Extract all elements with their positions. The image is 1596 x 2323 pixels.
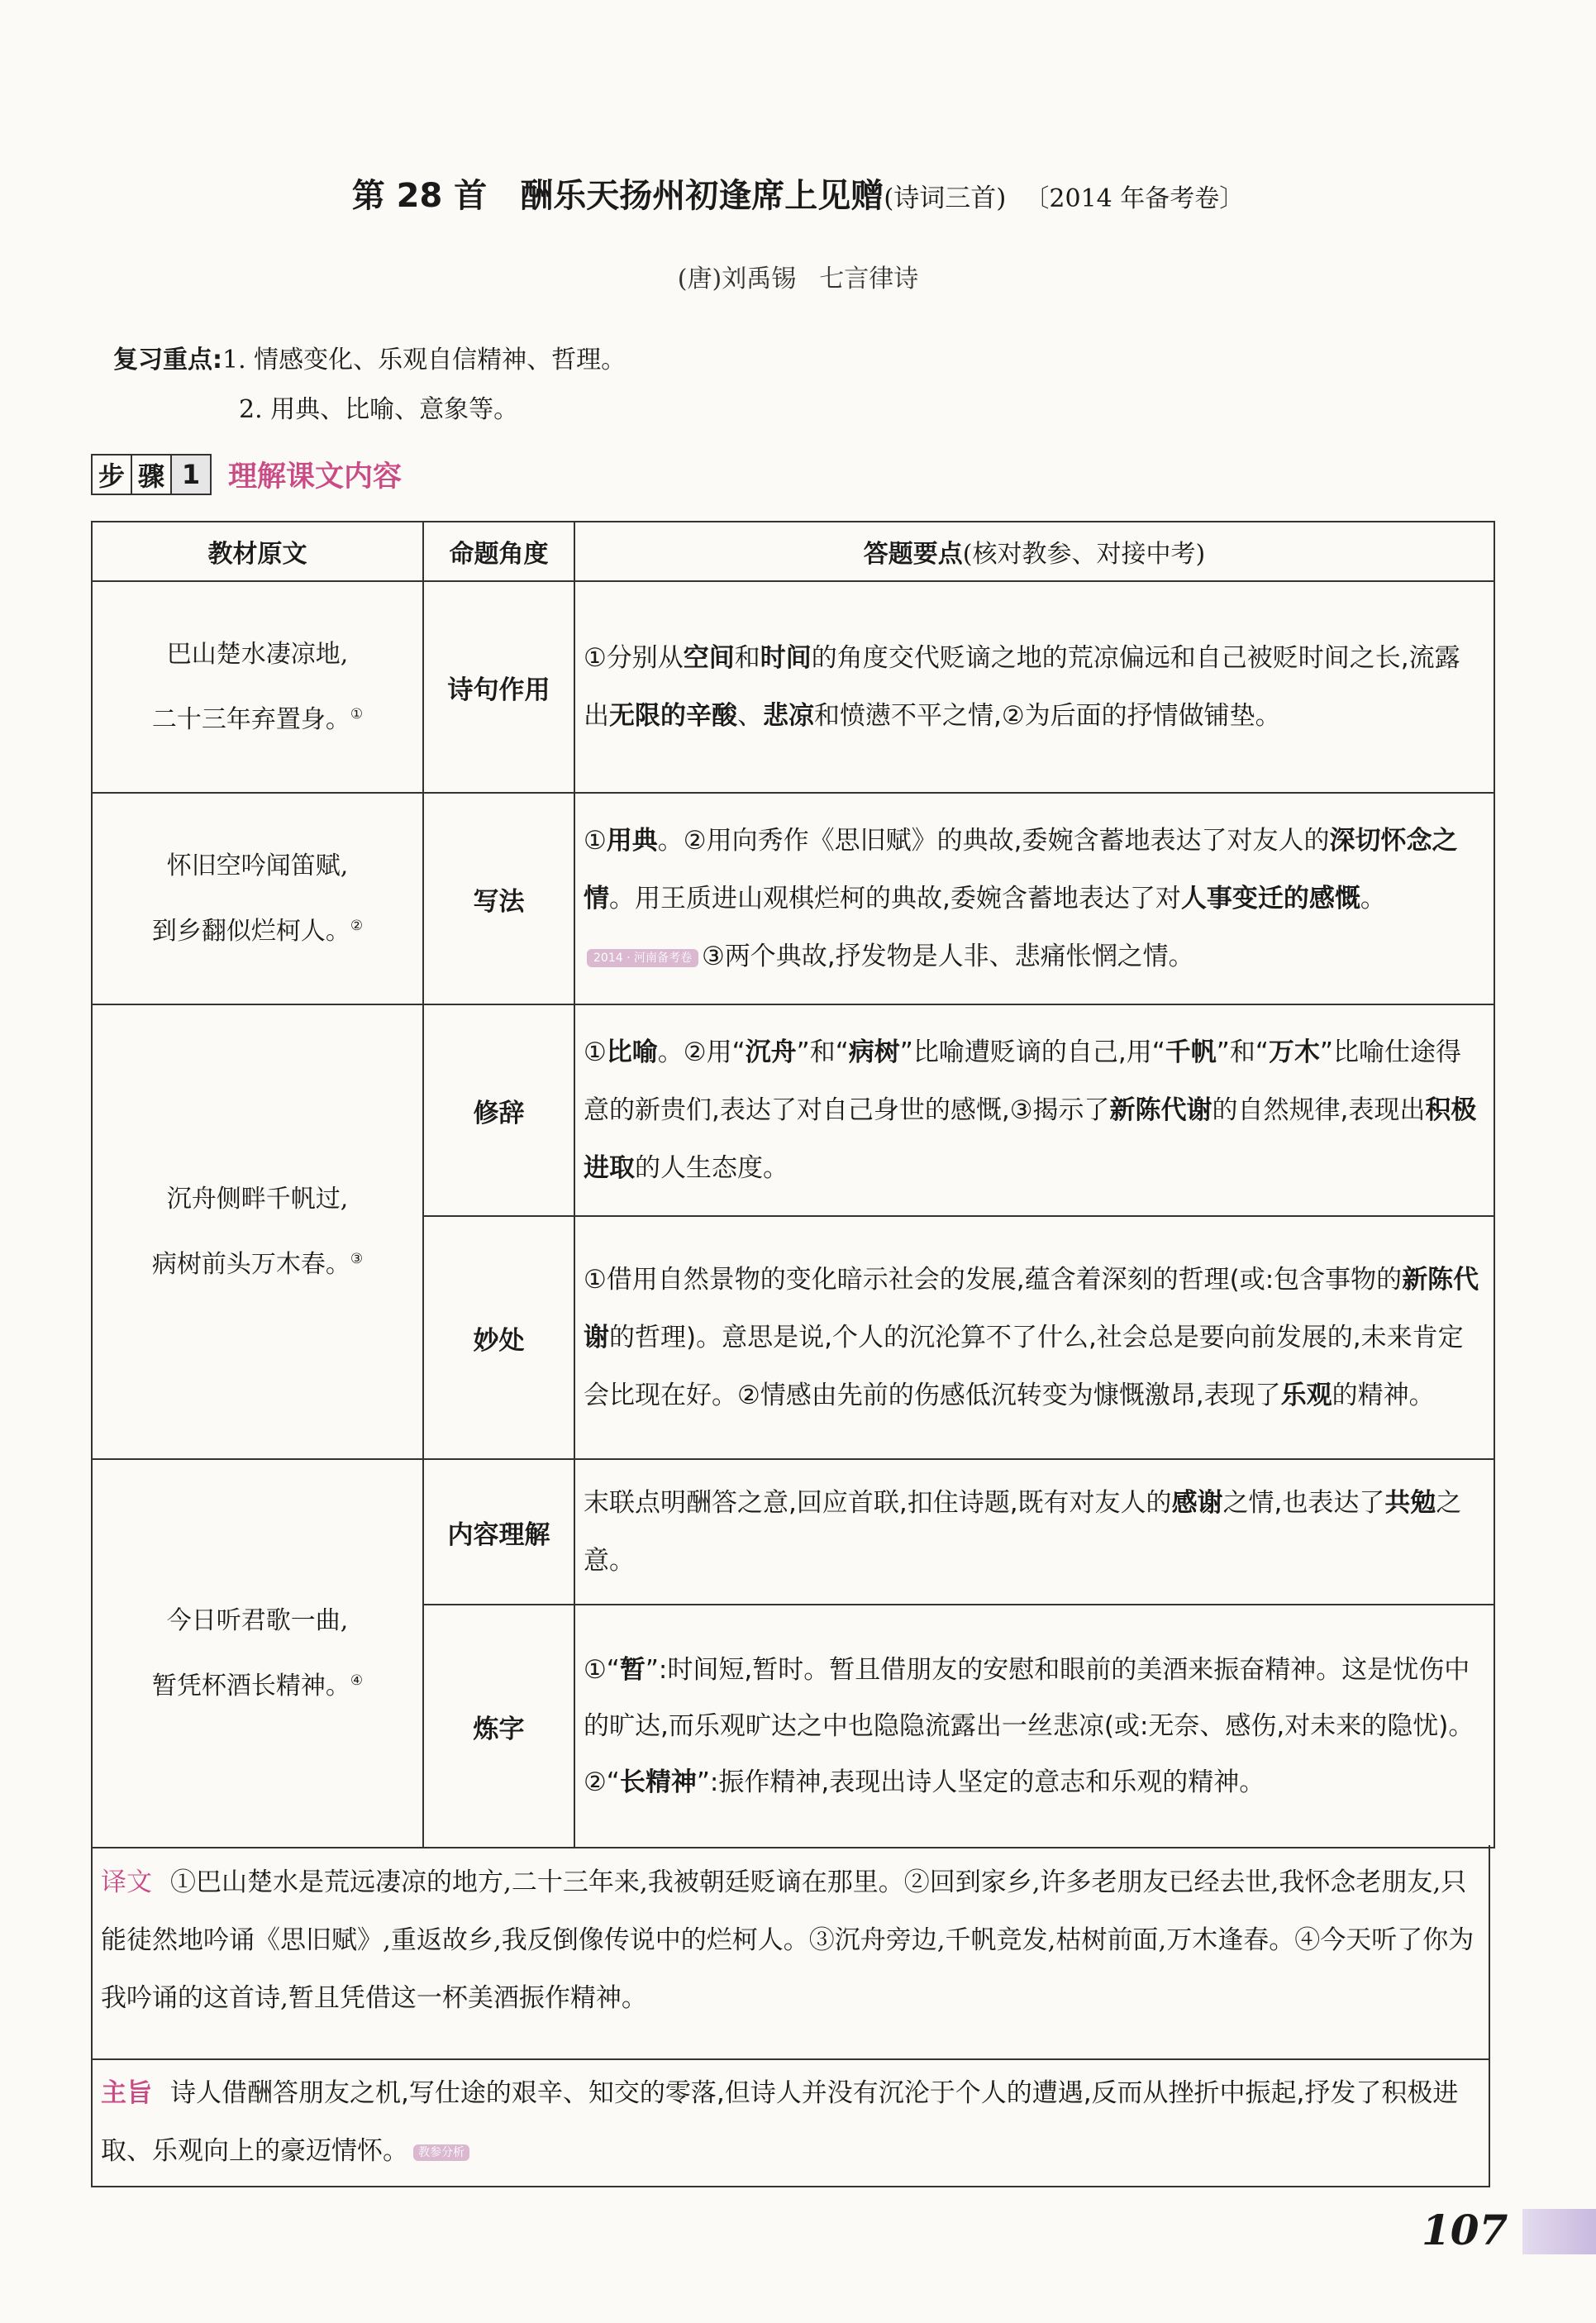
table-row: [92, 581, 1494, 793]
page-tab-decoration: [1522, 2209, 1596, 2254]
step-char-1: 步: [91, 454, 132, 495]
original-text-1: 巴山楚水凄凉地, 二十三年弃置身。①: [92, 581, 423, 793]
original-text-4: 今日听君歌一曲, 暂凭杯酒长精神。④: [92, 1459, 423, 1848]
angle-2: 写法: [423, 793, 574, 1004]
header-angle: 命题角度: [423, 522, 574, 581]
author: (唐)刘禹锡: [677, 265, 797, 293]
review-line-2: 2. 用典、比喻、意象等。: [239, 395, 519, 424]
angle-1: 诗句作用: [423, 581, 574, 793]
analysis-table: [91, 521, 1495, 1848]
table-row: [92, 793, 1494, 1004]
poem-name: 酬乐天扬州初逢席上见赠: [520, 177, 884, 215]
original-text-3: 沉舟侧畔千帆过, 病树前头万木春。③: [92, 1004, 423, 1459]
author-line: [0, 258, 1596, 294]
theme-stamp: 教参分析: [413, 2144, 469, 2161]
page-number: 107: [1422, 2206, 1508, 2254]
answer-4b: ①“暂”:时间短,暂时。暂且借朋友的安慰和眼前的美酒来振奋精神。这是忧伤中的旷达,而乐观旷达之中也隐隐流露出一丝悲凉(或:无奈、感伤,对未来的隐忧)。 ②“长精神”:振作精神,表现出诗人坚定的意志和乐观的精神。: [574, 1605, 1494, 1848]
step-header: [91, 453, 402, 496]
translation-box: [91, 1845, 1490, 2060]
angle-3b: 妙处: [423, 1216, 574, 1459]
answer-2: ①用典。②用向秀作《思旧赋》的典故,委婉含蓄地表达了对友人的深切怀念之情。用王质进山观棋烂柯的典故,委婉含蓄地表达了对人事变迁的感慨。2014 · 河南备考卷 ③两个典故,抒发物是人非、悲痛怅惘之情。: [574, 793, 1494, 1004]
source-stamp: 2014 · 河南备考卷: [587, 949, 698, 967]
poem-note: (诗词三首): [884, 184, 1007, 213]
table-row: [92, 1459, 1494, 1605]
review-label: 复习重点:: [113, 346, 222, 374]
step-title: 理解课文内容: [228, 460, 403, 494]
table-row: [92, 1004, 1494, 1216]
theme-text: 诗人借酬答朋友之机,写仕途的艰辛、知交的零落,但诗人并没有沉沦于个人的遭遇,反而从挫折中振起,抒发了积极进取、乐观向上的豪迈情怀。: [101, 2078, 1459, 2166]
poem-form: 七言律诗: [819, 265, 919, 293]
translation-text: ①巴山楚水是荒远凄凉的地方,二十三年来,我被朝廷贬谪在那里。②回到家乡,许多老朋友已经去世,我怀念老朋友,只能徒然地吟诵《思旧赋》,重返故乡,我反倒像传说中的烂柯人。③沉舟旁边,千帆竞发,枯树前面,万木逢春。④今天听了你为我吟诵的这首诗,暂且凭借这一杯美酒振作精神。: [101, 1867, 1475, 2013]
exam-note: 〔2014 年备考卷〕: [1024, 184, 1245, 213]
header-points: 答题要点(核对教参、对接中考): [574, 522, 1494, 581]
answer-3b: ①借用自然景物的变化暗示社会的发展,蕴含着深刻的哲理(或:包含事物的新陈代谢的哲理)。意思是说,个人的沉沦算不了什么,社会总是要向前发展的,未来肯定会比现在好。②情感由先前的伤感低沉转变为慷慨激昂,表现了乐观的精神。: [574, 1216, 1494, 1459]
original-text-2: 怀旧空吟闻笛赋, 到乡翻似烂柯人。②: [92, 793, 423, 1004]
angle-4b: 炼字: [423, 1605, 574, 1848]
poem-title: [0, 169, 1596, 217]
translation-label: 译文: [101, 1867, 152, 1897]
header-original: 教材原文: [92, 522, 423, 581]
answer-1: ①分别从空间和时间的角度交代贬谪之地的荒凉偏远和自己被贬时间之长,流露出无限的辛酸、悲凉和愤懑不平之情,②为后面的抒情做铺垫。: [574, 581, 1494, 793]
review-focus: [113, 336, 626, 435]
step-char-2: 骤: [131, 454, 172, 495]
review-line-1: 1. 情感变化、乐观自信精神、哲理。: [222, 346, 626, 374]
answer-3a: ①比喻。②用“沉舟”和“病树”比喻遭贬谪的自己,用“千帆”和“万木”比喻仕途得意的新贵们,表达了对自己身世的感慨,③揭示了新陈代谢的自然规律,表现出积极进取的人生态度。: [574, 1004, 1494, 1216]
step-number: 1: [170, 454, 212, 495]
angle-3a: 修辞: [423, 1004, 574, 1216]
table-header-row: [92, 522, 1494, 581]
theme-box: [91, 2060, 1490, 2187]
angle-4a: 内容理解: [423, 1459, 574, 1605]
answer-4a: 末联点明酬答之意,回应首联,扣住诗题,既有对友人的感谢之情,也表达了共勉之意。: [574, 1459, 1494, 1605]
theme-label: 主旨: [101, 2078, 152, 2108]
poem-number: 第 28 首: [351, 177, 488, 215]
